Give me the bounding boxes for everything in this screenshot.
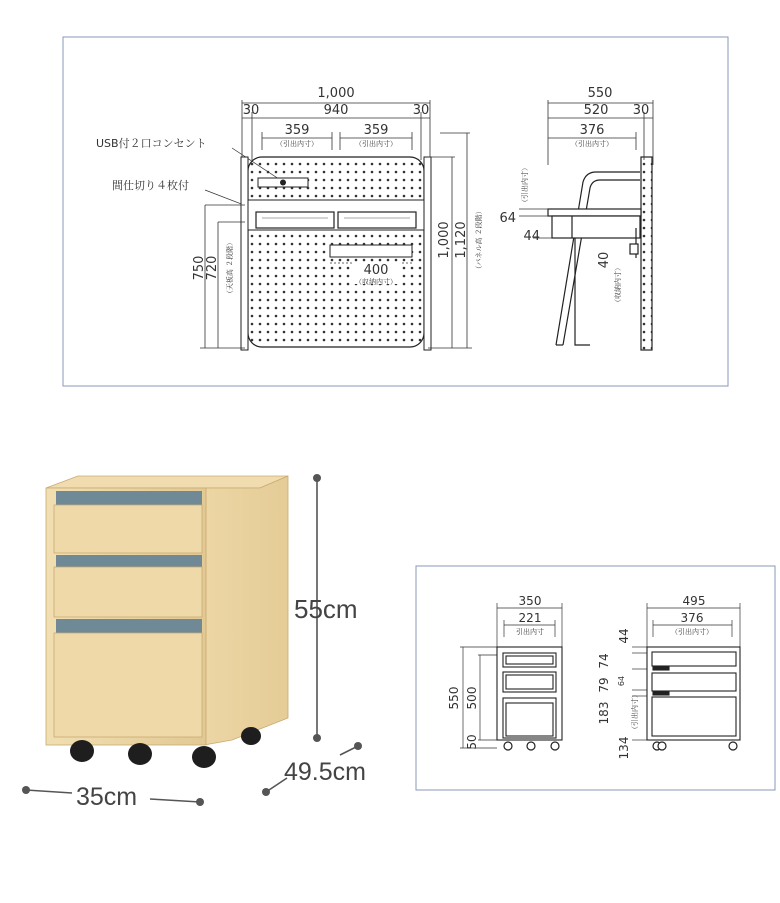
wagon-drawer-3 (54, 633, 202, 737)
drawer-right (338, 212, 416, 228)
wagon-side-h-79: 79 (597, 677, 611, 693)
wagon-drawer-1 (54, 505, 202, 553)
wagon-inner-width: 221 (518, 611, 542, 625)
storage-width: 400 (363, 263, 389, 278)
desk-drawer-note-left: （引出内寸） (276, 140, 318, 148)
wagon-height-50: 50 (465, 734, 479, 750)
divider-label: 間仕切り４枚付 (112, 179, 189, 192)
panel-height-note: （パネル高 ２段階） (475, 207, 483, 273)
side-drawer-note: （引出内寸） (571, 140, 613, 148)
wagon-height-label: 55cm (294, 594, 358, 624)
wagon-depth-inner: 376 (680, 611, 704, 625)
wagon-side-h-183: 183 (597, 701, 611, 725)
desk-side-right: 30 (412, 103, 430, 118)
desk-total-width: 1,000 (317, 86, 355, 101)
wagon-side-note: （引出内寸） (631, 691, 639, 733)
storage-shelf (330, 245, 412, 257)
wagon-inner-note: 引出内寸 (516, 628, 544, 636)
usb-outlet-label: USB付２口コンセント (96, 137, 207, 150)
desk-height-750: 750 (192, 255, 207, 281)
wagon-depth: 495 (682, 594, 706, 608)
drawer-2-gap (56, 555, 202, 567)
wagon-side-h-74: 74 (597, 653, 611, 669)
side-drawer-width: 376 (579, 123, 605, 138)
wagon-illustration (22, 474, 366, 811)
side-edge: 30 (632, 103, 650, 118)
desk-drawer-width-right: 359 (363, 123, 389, 138)
wagon-drawing-panel (416, 566, 775, 790)
wagon-side-h-64: 64 (617, 675, 626, 687)
drawer-3-gap (56, 619, 202, 633)
desk-front-view (241, 157, 431, 350)
storage-note: （収納内寸） (355, 278, 397, 286)
desk-drawer-width-left: 359 (284, 123, 310, 138)
side-height-44: 44 (523, 229, 540, 244)
wagon-height-500: 500 (465, 686, 479, 710)
wagon-top (46, 476, 288, 488)
desk-height-1000: 1,000 (437, 221, 452, 259)
wagon-width: 350 (518, 594, 542, 608)
side-height-note: （引出内寸） (521, 164, 529, 206)
desk-height-720: 720 (205, 255, 220, 281)
desk-drawing-panel (63, 37, 728, 386)
side-height-64: 64 (499, 211, 516, 226)
side-height-40: 40 (597, 251, 612, 269)
desk-height-1120: 1,120 (454, 221, 469, 259)
desk-inner-width: 940 (323, 103, 349, 118)
wagon-width-label: 35cm (76, 783, 138, 811)
wagon-depth-label: 49.5cm (284, 758, 366, 786)
drawer-1-gap (56, 491, 202, 505)
wagon-drawer-2 (54, 567, 202, 617)
drawer-left (256, 212, 334, 228)
desk-left-leg (241, 157, 248, 350)
desk-drawer-note-right: （引出内寸） (355, 140, 397, 148)
desk-top-height-note: （天板高 ２段階） (226, 238, 234, 298)
wagon-side-h-44: 44 (617, 628, 631, 644)
wagon-height: 550 (447, 686, 461, 710)
desk-side-left: 30 (242, 103, 260, 118)
side-depth: 550 (587, 86, 613, 101)
wagon-depth-note: （引出内寸） (671, 628, 713, 636)
wagon-side (204, 476, 288, 745)
side-inner-depth: 520 (583, 103, 609, 118)
side-storage-note: （収納内寸） (614, 264, 622, 306)
desk-right-leg (424, 157, 431, 350)
wagon-side-body (647, 647, 740, 740)
wagon-side-h-134: 134 (617, 736, 631, 760)
wagon-front-body (497, 647, 562, 740)
